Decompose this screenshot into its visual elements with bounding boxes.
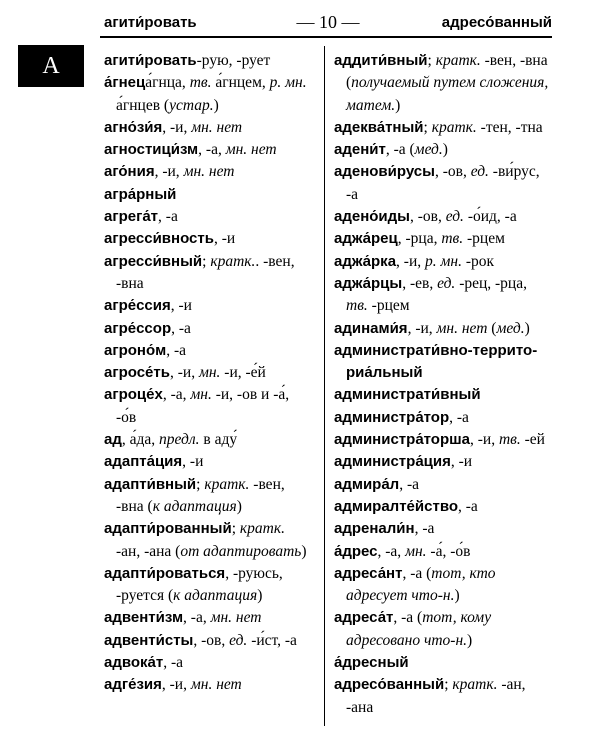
- grammar-label: ед.: [470, 163, 489, 181]
- dictionary-entry: [334, 474, 552, 496]
- grammar-label: мн. нет: [210, 609, 262, 627]
- dictionary-entry: [334, 407, 552, 429]
- entry-text: , -и,: [154, 163, 184, 181]
- entry-text: , а́да,: [121, 431, 160, 449]
- headword: адвока́т: [104, 654, 164, 672]
- entry-text: (: [487, 319, 497, 337]
- grammar-label: кратк.: [210, 252, 256, 270]
- entry-text: ): [454, 587, 460, 605]
- entry-text: , -а: [163, 654, 184, 672]
- grammar-label: мед.: [496, 319, 525, 337]
- headword: агно́зи́я: [104, 118, 163, 136]
- entry-text: , -ов,: [434, 163, 471, 181]
- entry-text: , -и,: [169, 364, 199, 382]
- dictionary-entry: [104, 474, 312, 519]
- entry-text: , -а (: [393, 609, 423, 627]
- dictionary-entry: [334, 541, 552, 563]
- headword: адренали́н: [334, 520, 415, 538]
- dictionary-entry: [334, 318, 552, 340]
- entry-text: -вен, -вна (: [346, 52, 548, 92]
- headword: адеква́тный: [334, 118, 424, 136]
- dictionary-entry: [334, 206, 552, 228]
- entry-text: , -а (: [402, 564, 432, 582]
- entry-text: -ви́рус, -а: [346, 163, 540, 203]
- grammar-label: р. мн.: [269, 74, 307, 92]
- headword: агроце́х: [104, 386, 163, 404]
- entry-text: , -а: [399, 475, 420, 493]
- headword: адапти́вный: [104, 475, 197, 493]
- entry-text: в аду́: [199, 431, 238, 449]
- dictionary-entry: [334, 384, 552, 406]
- headword: агра́рный: [104, 185, 177, 203]
- grammar-label: мн.: [405, 542, 427, 560]
- dictionary-entry: [104, 228, 312, 250]
- headword: администрати́вный: [334, 386, 481, 404]
- dictionary-entry: [334, 340, 552, 385]
- grammar-label: р. мн.: [425, 252, 462, 270]
- headword: агресси́вность: [104, 230, 214, 248]
- entry-text: ): [524, 319, 530, 337]
- entry-text: , -рца,: [397, 230, 442, 248]
- entry-text: ): [442, 141, 448, 159]
- grammar-label: мн. нет: [190, 676, 242, 694]
- headword: а́дрес: [334, 542, 378, 560]
- entry-text: ): [213, 96, 219, 114]
- dictionary-entry: [104, 318, 312, 340]
- entry-text: а́гнцем,: [211, 74, 270, 92]
- grammar-label: тв.: [441, 230, 464, 248]
- dictionary-entry: [334, 429, 552, 451]
- dictionary-entry: [104, 674, 312, 696]
- entry-text: -а́, -о́в: [426, 542, 471, 560]
- dictionary-entry: [334, 139, 552, 161]
- headword: агити́ровать: [104, 52, 197, 69]
- entry-text: , -а: [458, 497, 478, 515]
- entry-text: , -а: [171, 319, 191, 337]
- dictionary-entry: [334, 496, 552, 518]
- entry-text: -рцем: [367, 297, 410, 315]
- entry-text: ): [236, 497, 242, 515]
- headword: администрати́вно-территориа́льный: [334, 341, 538, 382]
- headword: ад: [104, 431, 122, 449]
- grammar-label: кратк.: [239, 520, 285, 538]
- dictionary-entry: [104, 251, 312, 296]
- headword: адапти́роваться: [104, 564, 226, 582]
- entry-text: -и, -ов и -а́, -о́в: [116, 386, 290, 426]
- grammar-label: тв.: [189, 74, 212, 92]
- headword: адапти́рованный: [104, 520, 232, 538]
- entry-text: -вен, -вна (: [116, 475, 285, 515]
- entry-text: ): [395, 96, 401, 114]
- grammar-label: кратк.: [452, 676, 498, 694]
- grammar-label: предл.: [159, 431, 200, 449]
- entry-text: ): [257, 587, 263, 605]
- dictionary-entry: [334, 518, 552, 540]
- entry-text: -рую, -рует: [196, 52, 271, 69]
- headword: администра́ция: [334, 453, 451, 471]
- entry-text: , -ов,: [193, 631, 230, 649]
- right-guide-word: адресо́ванный: [441, 14, 552, 31]
- entry-text: ): [467, 631, 473, 649]
- entry-text: , -и: [450, 453, 473, 471]
- entry-text: , -ов,: [409, 208, 446, 226]
- headword: адмира́л: [334, 475, 400, 493]
- entry-text: , -а: [158, 208, 178, 226]
- grammar-label: тв.: [498, 431, 521, 449]
- grammar-label: ед.: [445, 208, 464, 226]
- headword: администра́тор: [334, 408, 450, 426]
- headword: агностици́зм: [104, 141, 199, 159]
- dictionary-entry: [104, 652, 312, 674]
- grammar-label: устар.: [169, 96, 214, 114]
- dictionary-entry: [104, 184, 312, 206]
- entry-text: -ан, -ана: [346, 676, 526, 716]
- dictionary-entry: [104, 139, 312, 161]
- entry-text: -и, -е́й: [220, 364, 266, 382]
- entry-text: , -и,: [162, 118, 192, 136]
- entry-text: , -и: [213, 230, 236, 248]
- entry-text: -тен, -тна: [476, 118, 543, 136]
- headword: агроно́м: [104, 341, 167, 359]
- dictionary-entry: [104, 384, 312, 429]
- headword: агросе́ть: [104, 364, 170, 382]
- headword: аджа́рец: [334, 230, 398, 248]
- dictionary-entry: [334, 674, 552, 719]
- entry-text: -ан, -ана (: [116, 542, 181, 560]
- entry-text: ;: [231, 520, 240, 538]
- entry-text: -рцем: [463, 230, 505, 248]
- grammar-label: от адаптировать: [180, 542, 302, 560]
- entry-text: ;: [423, 118, 432, 136]
- entry-text: . -вен, -вна: [116, 252, 295, 292]
- dictionary-entry: [334, 50, 552, 117]
- section-letter-tab: А: [18, 45, 84, 87]
- grammar-label: получаемый путем сложения, матем.: [346, 74, 549, 114]
- headword: администра́торша: [334, 431, 470, 449]
- entry-text: -рок: [461, 252, 495, 270]
- grammar-label: тот, кому адресовано что-н.: [346, 609, 492, 649]
- entry-text: ;: [427, 52, 436, 69]
- left-guide-word: агити́ровать: [104, 14, 197, 31]
- entry-text: , -руюсь, -руется (: [116, 564, 283, 605]
- entry-text: , -и: [182, 453, 204, 471]
- headword: агрега́т: [104, 208, 159, 226]
- entry-text: , -а: [414, 520, 435, 538]
- dictionary-entry: [104, 295, 312, 317]
- grammar-label: к адаптация: [173, 587, 258, 605]
- headword: адапта́ция: [104, 453, 183, 471]
- dictionary-entry: [104, 518, 312, 563]
- entry-text: , -а,: [198, 141, 226, 159]
- entry-text: , -а,: [183, 609, 211, 627]
- entry-text: , -а,: [377, 542, 406, 560]
- dictionary-entry: [334, 563, 552, 608]
- grammar-label: к адаптация: [152, 497, 237, 515]
- grammar-label: кратк.: [435, 52, 481, 69]
- dictionary-entry: [334, 652, 552, 674]
- dictionary-entry: [334, 161, 552, 206]
- headword: агре́ссор: [104, 319, 172, 337]
- entry-text: , -и,: [469, 431, 499, 449]
- column-divider: [324, 46, 325, 726]
- entry-text: -о́ид, -а: [463, 208, 517, 226]
- entry-text: -рец, -рца,: [455, 274, 527, 292]
- running-header: [104, 12, 552, 38]
- headword: аджа́рцы: [334, 274, 403, 292]
- entry-text: , -а (: [385, 141, 415, 159]
- dictionary-entry: [104, 429, 312, 451]
- entry-text: ;: [196, 475, 205, 493]
- grammar-label: мн. нет: [225, 141, 277, 159]
- entry-text: а́гнцев (: [116, 96, 170, 114]
- entry-text: , -и,: [161, 676, 191, 694]
- grammar-label: ед.: [229, 631, 248, 649]
- entry-text: , -и,: [396, 252, 426, 270]
- dictionary-entry: [104, 340, 312, 362]
- dictionary-entry: [104, 161, 312, 183]
- headword: адмиралте́йство: [334, 497, 458, 515]
- headword: адресо́ванный: [334, 676, 445, 694]
- grammar-label: тот, кто адресует что-н.: [346, 564, 496, 605]
- grammar-label: мн. нет: [436, 319, 488, 337]
- entry-text: ;: [444, 676, 453, 694]
- headword: адвенти́сты: [104, 631, 194, 649]
- headword: аго́ния: [104, 163, 155, 181]
- entry-text: , -а: [449, 408, 469, 426]
- grammar-label: мн.: [198, 364, 221, 382]
- grammar-label: мн. нет: [183, 163, 235, 181]
- right-column: [334, 50, 552, 719]
- dictionary-entry: [104, 117, 312, 139]
- entry-text: а́гнца,: [145, 74, 190, 92]
- dictionary-entry: [334, 228, 552, 250]
- grammar-label: мн.: [190, 386, 212, 404]
- headword: а́дресный: [334, 654, 409, 672]
- entry-text: , -ев,: [402, 274, 438, 292]
- dictionary-entry: [334, 273, 552, 318]
- dictionary-entry: [104, 362, 312, 384]
- entry-text: -ей: [520, 431, 545, 449]
- headword: аддити́вный: [334, 52, 428, 69]
- grammar-label: мед.: [414, 141, 443, 159]
- dictionary-entry: [104, 451, 312, 473]
- grammar-label: кратк.: [204, 475, 250, 493]
- headword: а́гнец: [104, 74, 146, 92]
- dictionary-entry: [104, 206, 312, 228]
- entry-text: ): [301, 542, 307, 560]
- dictionary-entry: [104, 72, 312, 117]
- dictionary-entry: [104, 50, 312, 72]
- headword: адге́зия: [104, 676, 162, 694]
- headword: адвенти́зм: [104, 609, 184, 627]
- dictionary-entry: [334, 607, 552, 652]
- entry-text: , -а,: [162, 386, 191, 404]
- dictionary-entry: [104, 563, 312, 608]
- headword: адреса́т: [334, 609, 394, 627]
- headword: аджа́рка: [334, 252, 397, 270]
- entry-text: , -и,: [407, 319, 437, 337]
- grammar-label: мн. нет: [191, 118, 243, 136]
- dictionary-entry: [334, 251, 552, 273]
- grammar-label: кратк.: [431, 118, 477, 136]
- headword: аденови́русы: [334, 163, 435, 181]
- headword: адено́иды: [334, 208, 410, 226]
- grammar-label: ед.: [437, 274, 456, 292]
- header-rule: [100, 36, 552, 38]
- dictionary-entry: [104, 607, 312, 629]
- dictionary-entry: [334, 451, 552, 473]
- entry-text: -и́ст, -а: [247, 631, 297, 649]
- entry-text: ;: [202, 252, 211, 270]
- entry-text: , -а: [166, 341, 187, 359]
- left-column: [104, 50, 312, 697]
- grammar-label: тв.: [346, 297, 368, 315]
- page-number: — 10 —: [296, 12, 360, 32]
- headword: адени́т: [334, 141, 386, 159]
- entry-text: , -и: [170, 297, 192, 315]
- headword: агресси́вный: [104, 252, 203, 270]
- headword: агре́ссия: [104, 297, 171, 315]
- headword: адинами́я: [334, 319, 408, 337]
- dictionary-entry: [334, 117, 552, 139]
- dictionary-entry: [104, 630, 312, 652]
- headword: адреса́нт: [334, 564, 403, 582]
